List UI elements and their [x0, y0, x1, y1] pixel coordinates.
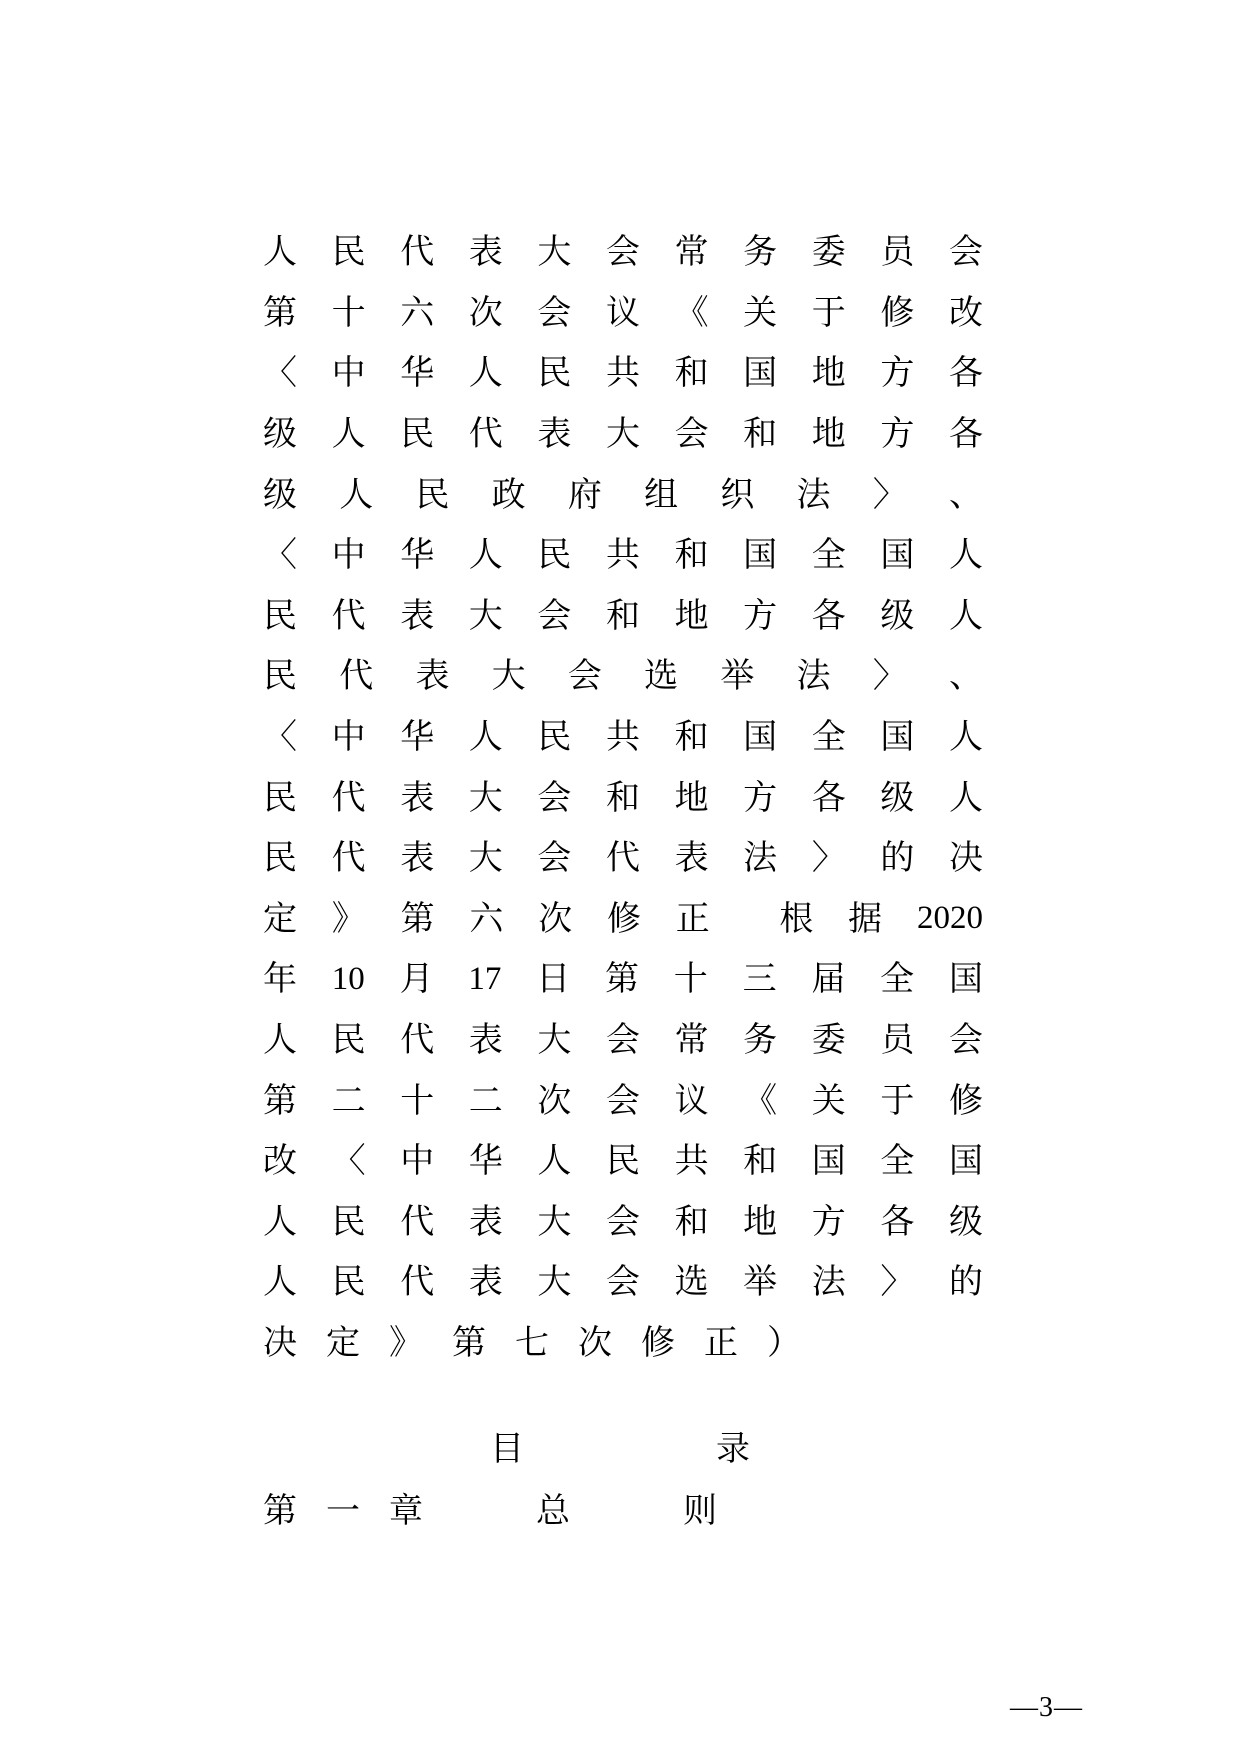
char: 表	[468, 232, 503, 273]
char: 〈	[263, 535, 297, 576]
char: 中	[400, 1141, 435, 1182]
char: 的	[880, 838, 915, 879]
text-line	[263, 1313, 983, 1374]
char: 次	[537, 1080, 572, 1121]
char: 民	[263, 838, 297, 879]
text-line	[263, 404, 983, 465]
char: 会	[605, 232, 640, 273]
char: 人	[537, 1141, 572, 1182]
char: 国	[880, 717, 915, 758]
char: 共	[605, 353, 640, 394]
char: 民	[415, 474, 450, 515]
char: 年	[263, 959, 297, 1000]
text-line	[263, 1010, 983, 1071]
char: 代	[468, 414, 503, 455]
char: 和	[674, 717, 709, 758]
char: 人	[468, 535, 503, 576]
char: 录	[716, 1429, 750, 1469]
char: 人	[468, 353, 503, 394]
char: 关	[743, 292, 778, 333]
char: 国	[811, 1141, 846, 1182]
char: 人	[948, 717, 983, 758]
char: 选	[674, 1262, 709, 1303]
number-token: 2020	[916, 900, 983, 937]
char: 会	[537, 777, 572, 818]
char: 国	[743, 353, 778, 394]
char: 关	[811, 1080, 846, 1121]
toc-title	[490, 1429, 750, 1469]
char: 民	[605, 1141, 640, 1182]
text-line	[263, 525, 983, 586]
char: 代	[331, 777, 366, 818]
char: 表	[415, 656, 450, 697]
char: 表	[468, 1201, 503, 1242]
char: 代	[400, 1262, 435, 1303]
char: 全	[811, 535, 846, 576]
char: 会	[567, 656, 602, 697]
char: 第	[263, 1080, 297, 1121]
char: 人	[331, 414, 366, 455]
char: 〉	[811, 838, 846, 879]
char: 表	[468, 1262, 503, 1303]
char: 选	[644, 656, 679, 697]
text-line	[263, 707, 983, 768]
number-token: 17	[468, 960, 502, 997]
char: 于	[880, 1080, 915, 1121]
char: 政	[491, 474, 526, 515]
char: 〉	[880, 1262, 915, 1303]
char: 和	[743, 1141, 778, 1182]
char: 大	[468, 777, 503, 818]
char: 民	[331, 1020, 366, 1061]
char: 第	[452, 1322, 486, 1363]
char: 会	[605, 1080, 640, 1121]
char: 国	[880, 535, 915, 576]
char: ）	[767, 1322, 801, 1363]
char: 共	[605, 717, 640, 758]
char: 〈	[263, 717, 297, 758]
char: 各	[948, 353, 983, 394]
char: 各	[811, 777, 846, 818]
char: 会	[605, 1020, 640, 1061]
char: 人	[948, 535, 983, 576]
char: 级	[948, 1201, 983, 1242]
char: 全	[880, 1141, 915, 1182]
char: 定	[326, 1322, 360, 1363]
char: 人	[948, 595, 983, 636]
char: 全	[811, 717, 846, 758]
char: 代	[400, 1020, 435, 1061]
char: 、	[948, 474, 983, 515]
char: 代	[400, 232, 435, 273]
char: 人	[339, 474, 374, 515]
char: 次	[468, 292, 503, 333]
text-line	[263, 1070, 983, 1131]
char: 各	[880, 1201, 915, 1242]
char: 和	[605, 777, 640, 818]
char: 人	[263, 1262, 297, 1303]
char: 府	[567, 474, 602, 515]
char: 代	[605, 838, 640, 879]
char: 和	[674, 535, 709, 576]
char: 《	[743, 1080, 778, 1121]
char: 华	[400, 353, 435, 394]
char: 目	[490, 1429, 524, 1469]
spacer	[599, 1494, 654, 1528]
char: 华	[400, 535, 435, 576]
char: 员	[880, 1020, 915, 1061]
char: 和	[674, 1201, 709, 1242]
char: 第	[604, 959, 639, 1000]
char: 根	[779, 898, 814, 939]
char: 和	[674, 353, 709, 394]
text-line	[263, 767, 983, 828]
char: 全	[880, 959, 915, 1000]
char: 法	[743, 838, 778, 879]
char: 二	[468, 1080, 503, 1121]
char: 务	[743, 1020, 778, 1061]
char: 和	[605, 595, 640, 636]
char: 十	[400, 1080, 435, 1121]
char: 大	[491, 656, 526, 697]
char: 人	[263, 1201, 297, 1242]
char: 三	[742, 959, 777, 1000]
char: 六	[469, 898, 504, 939]
char: 章	[389, 1491, 423, 1531]
char: 会	[605, 1262, 640, 1303]
char: 次	[538, 898, 573, 939]
toc-chapter-1	[263, 1491, 746, 1531]
char: 总	[536, 1491, 570, 1531]
char: 的	[948, 1262, 983, 1303]
char: 各	[811, 595, 846, 636]
char: 举	[720, 656, 755, 697]
char: 大	[537, 1262, 572, 1303]
char: 改	[263, 1141, 297, 1182]
char: 第	[400, 898, 435, 939]
char: 十	[331, 292, 366, 333]
char: 修	[606, 898, 641, 939]
char: 织	[720, 474, 755, 515]
char: 〈	[331, 1141, 366, 1182]
char: 二	[331, 1080, 366, 1121]
char: 民	[263, 656, 297, 697]
text-line	[263, 1252, 983, 1313]
number-token: 10	[331, 960, 365, 997]
char: 民	[331, 1262, 366, 1303]
char: 表	[537, 414, 572, 455]
char: 地	[811, 353, 846, 394]
char: 组	[644, 474, 679, 515]
char: 七	[515, 1322, 549, 1363]
page-number: —3—	[1010, 1692, 1083, 1723]
char: 地	[674, 777, 709, 818]
text-line	[263, 828, 983, 889]
char: 定	[263, 898, 297, 939]
char: 修	[948, 1080, 983, 1121]
char: 六	[400, 292, 435, 333]
char: 《	[674, 292, 709, 333]
char: 表	[674, 838, 709, 879]
char: 委	[811, 1020, 846, 1061]
char: 级	[263, 474, 297, 515]
char: 大	[537, 232, 572, 273]
char: 人	[263, 232, 297, 273]
char: 国	[743, 535, 778, 576]
char: 民	[537, 535, 572, 576]
char: 会	[948, 232, 983, 273]
char: 地	[743, 1201, 778, 1242]
char: 国	[743, 717, 778, 758]
body-paragraph	[263, 222, 983, 1373]
char: 人	[263, 1020, 297, 1061]
char: 方	[880, 414, 915, 455]
char: 法	[796, 474, 831, 515]
char: 表	[400, 838, 435, 879]
char: 代	[339, 656, 374, 697]
char: 会	[674, 414, 709, 455]
char: 一	[326, 1491, 360, 1531]
char: 方	[811, 1201, 846, 1242]
char: 改	[948, 292, 983, 333]
char: 决	[263, 1322, 297, 1363]
char: 议	[605, 292, 640, 333]
char: 民	[263, 595, 297, 636]
text-line	[263, 586, 983, 647]
char: 大	[468, 838, 503, 879]
char: 民	[331, 1201, 366, 1242]
text-line	[263, 646, 983, 707]
char: 民	[400, 414, 435, 455]
char: 国	[948, 1141, 983, 1182]
char: 共	[605, 535, 640, 576]
char: 员	[880, 232, 915, 273]
char: 民	[263, 777, 297, 818]
char: 代	[331, 595, 366, 636]
char: 大	[468, 595, 503, 636]
char: 议	[674, 1080, 709, 1121]
text-line	[263, 889, 983, 950]
char: 国	[948, 959, 983, 1000]
char: 日	[536, 959, 571, 1000]
char: 华	[400, 717, 435, 758]
char: 民	[537, 353, 572, 394]
char: 〉	[872, 474, 907, 515]
char: 代	[331, 838, 366, 879]
char: 方	[743, 777, 778, 818]
char: 地	[811, 414, 846, 455]
char: 十	[673, 959, 708, 1000]
char: 、	[948, 656, 983, 697]
char: 法	[811, 1262, 846, 1303]
char: 〈	[263, 353, 297, 394]
char: 正	[704, 1322, 738, 1363]
char: 于	[811, 292, 846, 333]
char: 和	[743, 414, 778, 455]
char: 民	[331, 232, 366, 273]
char: 务	[743, 232, 778, 273]
char: 中	[331, 353, 366, 394]
char: 届	[811, 959, 846, 1000]
text-line	[263, 949, 983, 1010]
char: 常	[674, 1020, 709, 1061]
char: 人	[948, 777, 983, 818]
text-line	[263, 1192, 983, 1253]
text-line	[263, 222, 983, 283]
char: 共	[674, 1141, 709, 1182]
char: 大	[605, 414, 640, 455]
char: 中	[331, 717, 366, 758]
text-line	[263, 283, 983, 344]
char: 会	[605, 1201, 640, 1242]
char: 人	[468, 717, 503, 758]
char: 大	[537, 1020, 572, 1061]
char: 会	[948, 1020, 983, 1061]
char: 级	[880, 595, 915, 636]
char: 则	[683, 1491, 717, 1531]
text-line	[263, 1131, 983, 1192]
char: 法	[796, 656, 831, 697]
char: 代	[400, 1201, 435, 1242]
char: 表	[400, 595, 435, 636]
char: 中	[331, 535, 366, 576]
text-line	[263, 343, 983, 404]
char: 会	[537, 292, 572, 333]
char: 正	[675, 898, 710, 939]
spacer	[452, 1494, 507, 1528]
char: 表	[468, 1020, 503, 1061]
char: 》	[331, 898, 366, 939]
char: 据	[848, 898, 883, 939]
char: 第	[263, 1491, 297, 1531]
char: 华	[468, 1141, 503, 1182]
char: 级	[880, 777, 915, 818]
char: 民	[537, 717, 572, 758]
char: 决	[948, 838, 983, 879]
char: 第	[263, 292, 297, 333]
char: 地	[674, 595, 709, 636]
char: 举	[743, 1262, 778, 1303]
char: 次	[578, 1322, 612, 1363]
char: 方	[880, 353, 915, 394]
char: 会	[537, 595, 572, 636]
char: 级	[263, 414, 297, 455]
char: 表	[400, 777, 435, 818]
char: 方	[743, 595, 778, 636]
char: 修	[641, 1322, 675, 1363]
char: 常	[674, 232, 709, 273]
char: 大	[537, 1201, 572, 1242]
text-line	[263, 464, 983, 525]
char: 各	[948, 414, 983, 455]
char: 月	[399, 959, 434, 1000]
char: 〉	[872, 656, 907, 697]
char: 会	[537, 838, 572, 879]
char: 修	[880, 292, 915, 333]
char: 委	[811, 232, 846, 273]
char: 》	[389, 1322, 423, 1363]
